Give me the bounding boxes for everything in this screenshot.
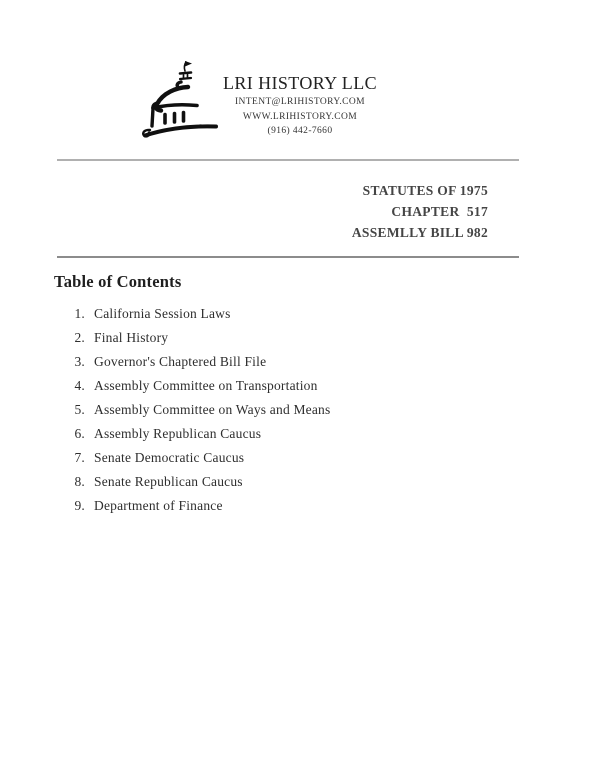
toc-item-label: Final History (94, 330, 169, 345)
toc-title: Table of Contents (54, 272, 182, 291)
toc-item (72, 374, 330, 398)
toc-item-label: California Session Laws (94, 306, 231, 321)
toc-item (72, 446, 330, 470)
toc-item (72, 326, 330, 350)
assembly-bill-number: ASSEMLLY BILL 982 (351, 225, 488, 240)
toc-item (72, 422, 330, 446)
toc-item-label: Department of Finance (94, 498, 223, 513)
toc-item-number: 9. (74, 498, 85, 513)
toc-item-label: Senate Republican Caucus (94, 474, 243, 489)
toc-item (72, 302, 330, 326)
toc-item-number: 1. (74, 306, 85, 321)
company-name: LRI HISTORY LLC (222, 73, 377, 93)
company-email: INTENT@LRIHISTORY.COM (234, 97, 365, 107)
letterhead (218, 72, 382, 139)
toc-item (72, 398, 330, 422)
toc-item-label: Assembly Committee on Ways and Means (94, 402, 331, 417)
toc-item-number: 8. (74, 474, 85, 489)
toc-item-label: Senate Democratic Caucus (94, 450, 245, 465)
toc-item (72, 350, 330, 374)
toc-item (72, 470, 330, 494)
divider-top (57, 159, 519, 161)
toc-item-number: 5. (74, 402, 85, 417)
toc-list (72, 302, 330, 518)
toc-item-label: Assembly Republican Caucus (94, 426, 262, 441)
toc-item-number: 7. (74, 450, 85, 465)
divider-bottom (57, 256, 519, 258)
toc-item-label: Governor's Chaptered Bill File (94, 354, 267, 369)
company-phone: (916) 442-7660 (267, 126, 333, 136)
toc-item-number: 2. (74, 330, 85, 345)
toc-item-number: 6. (74, 426, 85, 441)
capitol-dome-icon (138, 60, 222, 146)
toc-item-number: 3. (74, 354, 85, 369)
chapter-number: CHAPTER 517 (391, 204, 488, 219)
toc-item-number: 4. (74, 378, 85, 393)
toc-item-label: Assembly Committee on Transportation (94, 378, 318, 393)
company-website: WWW.LRIHISTORY.COM (242, 111, 358, 122)
toc-item (72, 494, 330, 518)
statute-block (352, 180, 488, 243)
statutes-year: STATUTES OF 1975 (362, 183, 488, 198)
